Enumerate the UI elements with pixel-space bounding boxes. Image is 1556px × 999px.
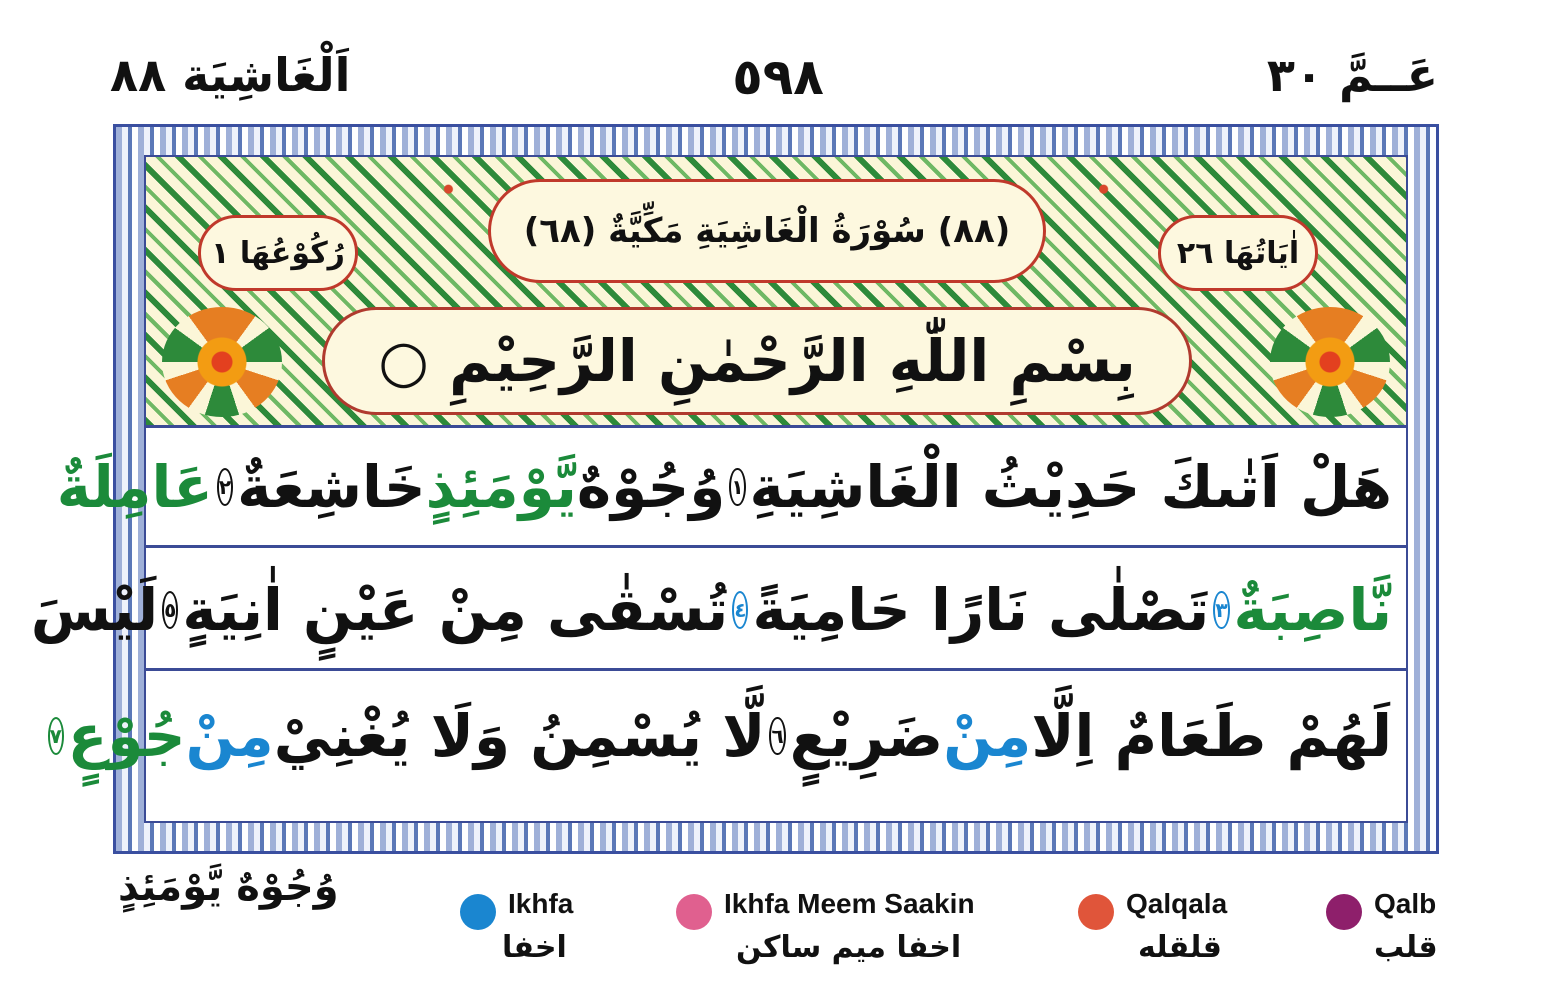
verse-segment: لَّا يُسْمِنُ وَلَا يُغْنِيْ	[273, 702, 766, 770]
verse-segment: تُسْقٰى مِنْ عَيْنٍ اٰنِيَةٍ	[182, 575, 729, 644]
verse-segment: تَصْلٰى نَارًا حَامِيَةً	[752, 575, 1210, 644]
bismillah: بِسْمِ اللّٰهِ الرَّحْمٰنِ الرَّحِيْمِ ○	[322, 307, 1192, 415]
legend-label-ar: اخفا	[502, 930, 567, 965]
juz-label: عَــمَّ ٣٠	[1266, 48, 1438, 102]
verse-segment: خَاشِعَةٌ	[237, 452, 426, 521]
ayah-marker-icon: ٧	[48, 717, 64, 755]
legend-label-en: Qalb	[1374, 888, 1437, 919]
color-dot-icon	[676, 894, 712, 930]
ayah-marker-icon: ٥	[162, 591, 178, 629]
legend-label-ar: قلب	[1374, 930, 1438, 965]
ayah-marker-icon: ٦	[769, 717, 785, 755]
page-number: ٥٩٨	[732, 48, 824, 106]
verse-segment: وُجُوْهٌ	[576, 452, 726, 521]
color-dot-icon	[460, 894, 496, 930]
color-dot-icon	[1326, 894, 1362, 930]
surah-header-ornament	[146, 157, 1406, 428]
surah-label: اَلْغَاشِيَة ٨٨	[110, 48, 351, 102]
flower-ornament-icon	[1270, 307, 1390, 417]
ayah-marker-icon: ٤	[732, 591, 748, 629]
flower-ornament-icon	[162, 307, 282, 417]
verse-line	[30, 551, 1406, 671]
catchword: وُجُوْهٌ يَّوْمَئِذٍ	[118, 864, 339, 910]
legend-label-en: Qalqala	[1126, 888, 1228, 919]
verse-segment: مِنْ	[943, 702, 1032, 770]
ayah-marker-icon: ٢	[217, 468, 233, 506]
page-content	[30, 155, 1408, 823]
verse-segment: هَلْ اَتٰىكَ حَدِيْثُ الْغَاشِيَةِ	[749, 452, 1392, 521]
legend-label-ar: اخفا میم ساکن	[736, 930, 962, 965]
legend-label-ar: قلقله	[1138, 930, 1222, 965]
verse-segment: لَهُمْ طَعَامٌ اِلَّا	[1031, 702, 1392, 770]
verse-line	[49, 674, 1406, 798]
verse-segment: جُوْعٍ	[67, 702, 186, 770]
verse-segment: ضَرِيْعٍ	[789, 702, 944, 770]
verse-segment: مِنْ	[185, 702, 274, 770]
ayah-marker-icon: ٣	[1213, 591, 1229, 629]
verse-segment: نَّاصِبَةٌ	[1233, 575, 1392, 644]
verse-segment: عَامِلَةٌ	[56, 452, 213, 521]
ayah-marker-icon: ١	[729, 468, 745, 506]
ayat-count-cartouche: اٰيَاتُهَا ٢٦	[1158, 215, 1318, 291]
surah-title-cartouche: (٨٨) سُوْرَةُ الْغَاشِيَةِ مَكِّيَّةٌ (٦٨)	[488, 179, 1046, 283]
color-dot-icon	[1078, 894, 1114, 930]
legend-label-en: Ikhfa Meem Saakin	[724, 888, 975, 919]
legend-label-en: Ikhfa	[508, 888, 574, 919]
ornamental-frame	[30, 124, 1439, 854]
verse-line	[56, 428, 1406, 548]
verse-segment: يَّوْمَئِذٍ	[425, 452, 577, 521]
verse-segment: لَيْسَ	[30, 575, 159, 644]
ruku-count-cartouche: رُكُوْعُهَا ١	[198, 215, 358, 291]
